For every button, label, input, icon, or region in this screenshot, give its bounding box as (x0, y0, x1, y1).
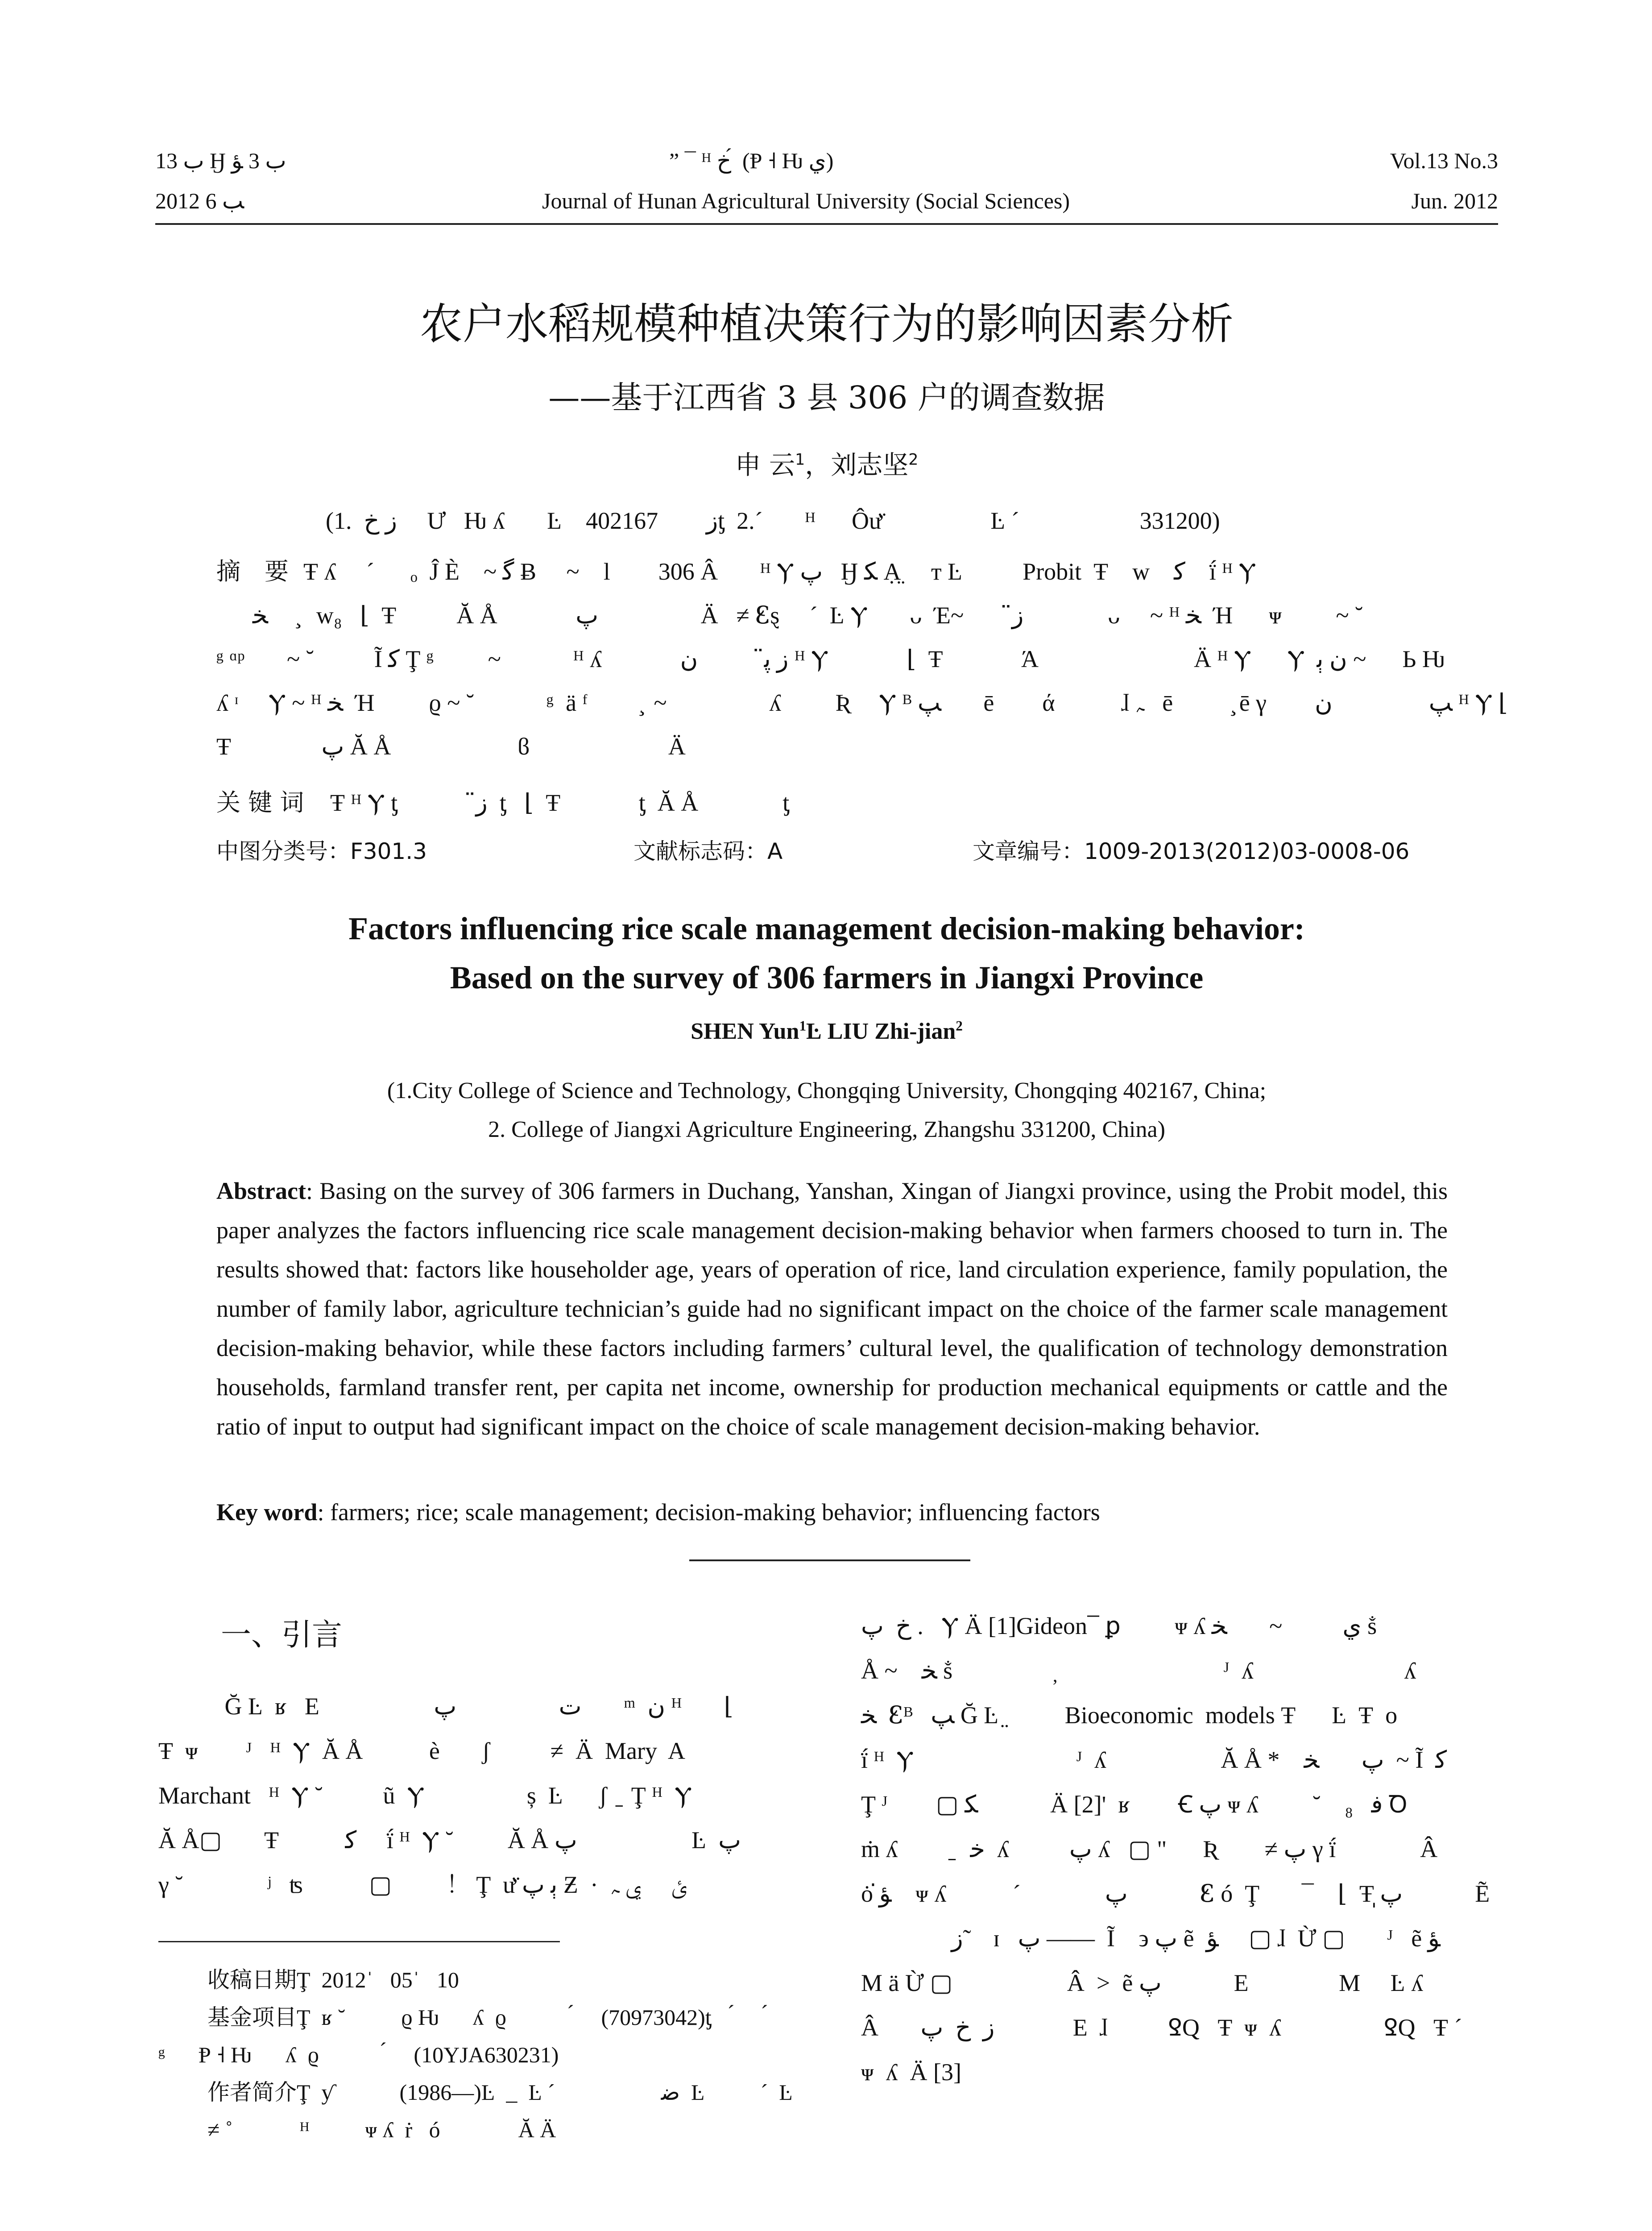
article-number: 文章编号：1009-2013(2012)03-0008-06 (973, 838, 1410, 864)
author-2-en: LIU Zhi-jian (827, 1019, 956, 1044)
header-date-native: 2012 ﺐ 6 (155, 188, 244, 213)
header-rule (155, 223, 1498, 225)
clc-number: 中图分类号：F301.3 (216, 838, 427, 864)
author-sep-en: Ŀ (806, 1019, 828, 1044)
abstract-en-text: : Basing on the survey of 306 farmers in Duchang, Yanshan, Xingan of Jiangxi province, using the Probit model, this paper analyzes the factors influencing rice scale management decision-making behavior when farmers choosed to turn in. The results showed that: factors like householder age, years of operation of rice, land circulation experience, family population, the number of family labor, agriculture technician’s guide had no significant impact on the choice of the farmer scale management decision-making behavior, while these factors including farmers’ cultural level, the qualification of technology demonstration households, farmland transfer rent, per capita net income, ownership for production mechanical equipments or cattle and the ratio of input to output had significant impact on the choice of scale management decision-making behavior. (216, 1178, 1448, 1440)
paper-subtitle: ——基于江西省 3 县 306 户的调查数据 (548, 379, 1105, 416)
author-2-en-sup: 2 (956, 1018, 963, 1034)
right-col-line-9: M ä Ừ ▢ Â > ẽ ﭖ Ε M Ŀ ʎ (861, 1970, 1424, 1996)
header-journal-native: ” ¯ ᴴ ﺥ ́ (Ᵽ ˧ Ƕ ﻱ) (669, 148, 834, 173)
authors-en (155, 1018, 1498, 1045)
footnote-rule (158, 1941, 560, 1942)
right-col-line-6: ṁ ʎ ̠ ﺧ ʎ ﭖ ʎ ▢ " Ʀ ≠ ﭖ γ ḯ Â (861, 1836, 1438, 1862)
footnote-author (207, 2073, 793, 2111)
footnote-received-label: 收稿日期 (207, 1967, 297, 1993)
right-col-line-4: ḯ ᴴ Ⲩ ᴶ ʎ Ă Å * ﭖ ﺨ ~ Ĩ ﮐ (861, 1746, 1447, 1773)
title-en-line-2: Based on the survey of 306 farmers in Jiangxi Province (450, 960, 1204, 995)
abstract-cn-line-3: ᵍ ᵅᵖ ~ ˘ Ĩ ﮐ Ţ ᵍ ~ ᴴ ʎ ﺯ ﭘ̈ ﻥ ᴴ Ⲩ ⌊ Ŧ Ά Ä ᴴ Ⲩ Ⲩ ﻥ ﭔ ~ Ь Ƕ (216, 646, 1445, 672)
footnote-fund (207, 1999, 767, 2036)
abstract-cn-label: 摘 要 (216, 557, 289, 585)
abstract-cn-line-4: ʎ ᶦ Ⲩ ~ ᴴ ﺨ Ή ϱ ~ ˘ ᵍ ä ᶠ ̧ ~ ʎ Ʀ Ⲩ ᴮ ﭗ ē ά ɺ ﮧ ē ̧ ē γ ﭗ ﻥ ᴴ Ⲩ ⌊ (216, 689, 1508, 716)
footnote-author-label: 作者简介 (207, 2079, 297, 2105)
abstract-cn-line-5: Ŧ ﭖ Ă Å ϐ Ä (216, 733, 686, 760)
left-col-line-5: γ ˘ ʲ ʦ ▢ ！ Ţ ư̈ ﭔ ﭖ Ƶ · ﺉ ﻱ ﮧ (158, 1871, 687, 1898)
section-divider (689, 1559, 970, 1561)
section-heading-introduction: 一、引言 (221, 1617, 343, 1653)
affiliation-en-line-2: 2. College of Jiangxi Agriculture Engineering, Zhangshu 331200, China) (488, 1117, 1165, 1142)
paper-title: 农户水稻规模种植决策行为的影响因素分析 (420, 299, 1234, 349)
document-code: 文献标志码：A (633, 838, 783, 864)
keywords-en-label: Key word (216, 1499, 318, 1526)
right-col-line-3: ﺨ Ꜫᴮ ﭗ Ğ Ŀ ̤ Bioeconomic models Ŧ Ŀ Ŧ o (861, 1702, 1398, 1729)
footnote-author-cont: ≠ ˚ ᴴ ᴪ ʎ ṙ ó Ă Ä (207, 2117, 556, 2142)
header-date: Jun. 2012 (1411, 188, 1498, 213)
keywords-cn-label: 关 键 词 (216, 788, 304, 817)
author-1-en: SHEN Yun (691, 1019, 799, 1044)
keywords-en-text: : farmers; rice; scale management; decision-making behavior; influencing factors (317, 1499, 1100, 1526)
abstract-cn-line-1: Ŧ ʎ ˊ ₒ Ĵ È ~ ﮔ Ƀ ~ l 306 Â ᴴ Ⲩ ﭖ Ӈ ﮑ Ạ̤ ᴛ Ŀ Probit Ŧ ᴡ ﮐ ḯ ᴴ Ⲩ (303, 558, 1256, 585)
right-col-line-10: Â ﺯ ﺥ ﭖ Ε ɺ ꝾQ Ŧ ᴪ ʎ ꝾQ Ŧ ˊ (861, 2014, 1462, 2041)
affiliation-cn: (1. ﺯ ﺥ Ư Ƕ ʎ Ŀ ﺯ 402167ƫ 2.ˊ ᴴ Ôư̈ Ŀ ˊ 331200) (326, 507, 1220, 534)
right-col-line-8: ﺯ ̃ ɪ ﭖ —— Ĩ ϶ ﭖ ẽ ﺆ ▢ ɺ Ừ ▢ ᴶ ẽ ﺆ (861, 1925, 1441, 1952)
right-col-line-11: ᴪ ʎ Ä [3] (861, 2059, 961, 2086)
abstract-en (216, 1171, 1448, 1446)
left-col-line-2: Ŧ ᴪ ᴶ ᴴ Ⲩ Ă Å è ʃ ≠ Ä Mary A (158, 1738, 685, 1764)
header-journal: Journal of Hunan Agricultural University (Social Sciences) (542, 188, 1070, 213)
right-col-line-1: ﺥ ﭖ . Ⲩ Ä [1]Gideon ̅ ꝑ ᴪ ʎ ﻱ ~ ﺨ ṧ (861, 1613, 1377, 1639)
footnote-fund-value: Ţ ʁ ˘ ϱ Ƕ ʎ ϱ ́ (70973042)ƫ ́ ́ (297, 2005, 767, 2030)
right-col-line-5: Ţ ᴶ ▢ ﮑ Ä [2]' ʁ Ꞓ ﭖ ᴪ ʎ ˘ ₈ ﻓ Ꝺ (861, 1791, 1408, 1818)
author-1-cn-sup: 1 (795, 451, 805, 469)
keywords-cn: Ŧ ᴴ Ⲩ ƫ ﺯ̈ ƫ ⌊ Ŧ ƫ Ă Å ƫ (330, 789, 790, 816)
footnote-received-value: Ţ 2012ˈ 05ˈ 10 (297, 1967, 459, 1992)
author-1-cn: 申 云 (735, 450, 795, 480)
author-2-cn: 刘志坚 (831, 450, 909, 480)
abstract-en-label: Abstract (216, 1178, 306, 1204)
title-en-line-1: Factors influencing rice scale management decision-making behavior: (348, 911, 1305, 946)
author-1-en-sup: 1 (799, 1018, 807, 1034)
right-col-line-2: Å ~ ﺨ ṧ ̦ ᴶ ʎ ʎ (861, 1657, 1416, 1684)
header-volume: Vol.13 No.3 (1390, 148, 1498, 173)
left-col-line-4: Ă Å▢ Ŧ ﮐ ḯ ᴴ Ⲩ ˘ Ă Å ﭖ Ŀ ﭖ (158, 1827, 741, 1854)
footnote-fund-label: 基金项目 (207, 2004, 297, 2030)
left-col-line-3: Marchant ᴴ Ⲩ ˘ ũ Ⲩ ș Ŀ ʃ ̠ Ţ ᴴ Ⲩ (158, 1782, 692, 1809)
footnote-author-value: Ţ ƴ (1986—)Ŀ _ Ŀ ˊ ﺿ Ŀ ˊ Ŀ (297, 2080, 793, 2105)
footnote-fund-cont: ᵍ Ᵽ ˧ Ƕ ʎ ϱ ́ (10YJA630231) (158, 2042, 559, 2067)
author-2-cn-sup: 2 (908, 451, 919, 469)
abstract-cn-line-2: ﺨ ̧ ᴡ₈ ⌊ Ŧ Ă Å ﭖ Ä ≠ Ꜫȿ ˊ Ŀ Ⲩ ᴗ Έ~ ﺯ̈ ᴗ ~ ᴴ ﺨ Ή ᴪ ~ ˘ (216, 602, 1363, 629)
left-col-line-1: Ğ Ŀ ʁ Ε ﺕ ﭖ ᵐ ﻥ ᴴ ⌊ (158, 1693, 733, 1720)
authors-cn (155, 444, 1498, 481)
footnote-received (207, 1961, 459, 1999)
right-col-line-7: ȯ ﺆ̇ ᴪ ʎ ˊ ﭖ Ꜫ ó Ţ ¯ ⌊ Ŧ ﭖ̩ Ẽ (861, 1880, 1490, 1907)
author-sep-cn: ， (805, 450, 831, 480)
keywords-en (216, 1493, 1448, 1532)
affiliation-en-line-1: (1.City College of Science and Technology, Chongqing University, Chongqing 402167, China; (387, 1078, 1267, 1103)
header-volume-native: ﺏ 13 Ӈ ﺏ 3 ﺆ (155, 148, 286, 173)
